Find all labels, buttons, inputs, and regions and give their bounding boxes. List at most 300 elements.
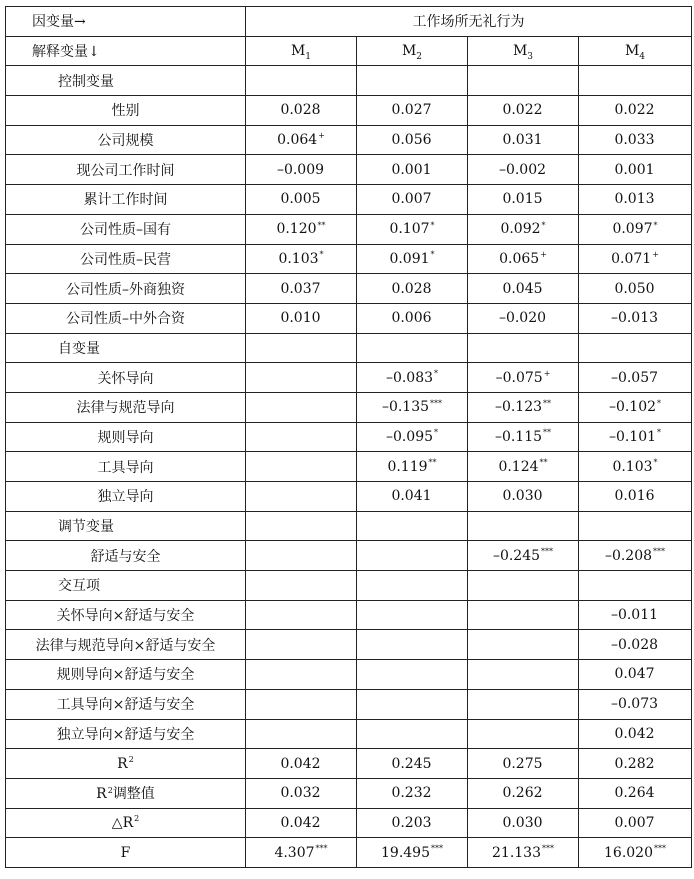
significance-marker: * (430, 220, 435, 230)
model-3-cell (468, 244, 579, 274)
table-row (6, 689, 692, 719)
coefficient-value: 0.120 (276, 221, 317, 238)
coefficient-value: 0.042 (280, 814, 321, 831)
table-row (6, 838, 692, 868)
table-row (6, 452, 692, 482)
model-2-cell (357, 244, 468, 274)
coefficient-value: 0.001 (614, 161, 655, 178)
model-4-cell (579, 630, 692, 660)
row-label-text: 公司性质–国有 (80, 222, 171, 239)
model-2-cell (357, 422, 468, 452)
coefficient-value: 0.001 (391, 161, 432, 178)
coefficient-value: 0.030 (502, 488, 543, 505)
table-row (6, 778, 692, 808)
model-2-cell (357, 333, 468, 363)
coefficient-value: 0.013 (614, 191, 655, 208)
model-3-cell (468, 96, 579, 126)
model-2-cell (357, 511, 468, 541)
model-header-4 (579, 36, 692, 66)
significance-marker: ** (428, 458, 437, 467)
dependent-variable-label: 因变量→ (6, 7, 246, 37)
model-1-cell (246, 719, 357, 749)
table-row (6, 125, 692, 155)
significance-marker: *** (653, 547, 666, 557)
model-3-cell (468, 214, 579, 244)
section-label (6, 511, 246, 541)
table-row (6, 808, 692, 838)
model-4-cell (579, 96, 692, 126)
model-2-cell (357, 719, 468, 749)
row-label-text: R (96, 786, 107, 803)
section-row (6, 333, 692, 363)
significance-marker: *** (542, 843, 554, 853)
model-2-cell (357, 808, 468, 838)
coefficient-value: –0.002 (498, 161, 547, 178)
coefficient-value: 0.042 (614, 725, 655, 742)
table-row (6, 630, 692, 660)
model-2-cell (357, 392, 468, 422)
model-2-cell (357, 274, 468, 304)
row-label-text: 交互项 (58, 578, 100, 595)
model-1-cell (246, 600, 357, 630)
row-label (6, 660, 246, 690)
model-1-cell (246, 125, 357, 155)
coefficient-value: –0.245 (492, 547, 541, 564)
coefficient-value: 0.027 (391, 102, 432, 119)
table-row (6, 214, 692, 244)
model-3-cell (468, 333, 579, 363)
coefficient-value: 0.005 (280, 191, 321, 208)
significance-marker: *** (430, 398, 443, 408)
significance-marker: + (540, 250, 547, 260)
model-4-cell (579, 808, 692, 838)
row-label-text: 公司性质–民营 (80, 251, 171, 268)
row-label-text: R (117, 755, 128, 772)
model-4-cell (579, 155, 692, 185)
model-1-cell (246, 66, 357, 96)
model-1-cell (246, 363, 357, 393)
coefficient-value: –0.208 (604, 547, 653, 564)
coefficient-value: 0.045 (502, 280, 543, 297)
row-label (6, 363, 246, 393)
model-3-cell (468, 719, 579, 749)
row-label-text: 舒适与安全 (90, 548, 161, 565)
regression-results-table (5, 6, 692, 868)
significance-marker: ** (543, 398, 552, 408)
coefficient-value: –0.115 (494, 428, 543, 445)
coefficient-value: 19.495 (381, 844, 430, 861)
model-1-cell (246, 96, 357, 126)
significance-marker: *** (431, 843, 443, 853)
table-row (6, 422, 692, 452)
row-label-text: 关怀导向 (97, 370, 154, 387)
table-row (6, 482, 692, 512)
model-3-cell (468, 511, 579, 541)
model-4-cell (579, 244, 692, 274)
model-1-cell (246, 660, 357, 690)
row-label-superscript: 2 (134, 814, 140, 824)
model-3-cell (468, 600, 579, 630)
coefficient-value: –0.102 (608, 399, 657, 416)
header-row-dependent (6, 7, 692, 37)
coefficient-value: 0.124 (498, 458, 539, 475)
model-3-cell (468, 274, 579, 304)
model-header-3 (468, 36, 579, 66)
significance-marker: * (657, 428, 662, 438)
coefficient-value: 0.264 (614, 785, 655, 802)
model-1-cell (246, 274, 357, 304)
model-3-cell (468, 630, 579, 660)
row-label-text: 规则导向×舒适与安全 (56, 667, 195, 684)
section-label (6, 571, 246, 601)
row-label-text: 公司规模 (97, 133, 154, 150)
table-row (6, 244, 692, 274)
row-label (6, 185, 246, 215)
model-4-cell (579, 571, 692, 601)
model-3-cell (468, 422, 579, 452)
model-1-cell (246, 482, 357, 512)
model-4-cell (579, 185, 692, 215)
significance-marker: * (434, 428, 439, 438)
model-3-cell (468, 660, 579, 690)
significance-marker: * (434, 368, 439, 378)
model-1-cell (246, 630, 357, 660)
model-subscript: 1 (305, 51, 312, 62)
row-label (6, 482, 246, 512)
significance-marker: *** (541, 547, 554, 557)
model-1-cell (246, 689, 357, 719)
model-3-cell (468, 392, 579, 422)
coefficient-value: 0.262 (502, 785, 543, 802)
coefficient-value: 0.065 (499, 250, 540, 267)
table-row (6, 600, 692, 630)
model-3-cell (468, 541, 579, 571)
model-3-cell (468, 452, 579, 482)
model-1-cell (246, 511, 357, 541)
table-row (6, 363, 692, 393)
model-3-cell (468, 363, 579, 393)
row-label-text: 法律与规范导向×舒适与安全 (35, 637, 216, 654)
table-body (6, 7, 692, 868)
significance-marker: * (541, 220, 546, 230)
coefficient-value: –0.075 (495, 369, 543, 386)
model-1-cell (246, 808, 357, 838)
model-4-cell (579, 511, 692, 541)
row-label-text: 独立导向 (97, 489, 154, 506)
coefficient-value: –0.073 (610, 696, 659, 713)
model-4-cell (579, 541, 692, 571)
model-3-cell (468, 125, 579, 155)
row-label (6, 155, 246, 185)
model-subscript: 3 (527, 51, 534, 62)
coefficient-value: –0.009 (276, 161, 325, 178)
table-row (6, 185, 692, 215)
table-row (6, 660, 692, 690)
model-4-cell (579, 125, 692, 155)
table-row (6, 749, 692, 779)
model-3-cell (468, 303, 579, 333)
model-2-cell (357, 778, 468, 808)
coefficient-value: 0.064 (277, 132, 318, 149)
model-subscript: 2 (416, 51, 423, 62)
model-3-cell (468, 482, 579, 512)
row-label-text: 公司性质–中外合资 (66, 311, 185, 328)
model-3-cell (468, 808, 579, 838)
row-label (6, 452, 246, 482)
section-label (6, 66, 246, 96)
coefficient-value: 0.015 (502, 191, 543, 208)
row-label-text: 工具导向 (97, 459, 154, 476)
row-label-text: 调节变量 (58, 519, 114, 536)
dependent-variable-value: 工作场所无礼行为 (246, 7, 692, 37)
model-2-cell (357, 155, 468, 185)
coefficient-value: 0.097 (612, 221, 653, 238)
model-2-cell (357, 749, 468, 779)
model-4-cell (579, 452, 692, 482)
model-1-cell (246, 392, 357, 422)
row-label (6, 689, 246, 719)
model-4-cell (579, 274, 692, 304)
coefficient-value: –0.095 (385, 428, 434, 445)
model-3-cell (468, 778, 579, 808)
model-3-cell (468, 571, 579, 601)
header-row-models (6, 36, 692, 66)
coefficient-value: –0.083 (385, 369, 434, 386)
coefficient-value: 0.028 (391, 280, 432, 297)
row-label-text: F (120, 844, 131, 861)
model-header-2 (357, 36, 468, 66)
row-label (6, 838, 246, 868)
model-4-cell (579, 303, 692, 333)
row-label (6, 422, 246, 452)
coefficient-value: –0.101 (608, 428, 657, 445)
coefficient-value: 0.092 (500, 221, 541, 238)
table-row (6, 274, 692, 304)
model-2-cell (357, 838, 468, 868)
coefficient-value: 0.032 (280, 785, 321, 802)
row-label-superscript: 2 (128, 754, 134, 764)
model-1-cell (246, 838, 357, 868)
model-4-cell (579, 660, 692, 690)
model-name: M (290, 43, 306, 60)
coefficient-value: 0.275 (502, 755, 543, 772)
model-4-cell (579, 66, 692, 96)
model-2-cell (357, 630, 468, 660)
model-4-cell (579, 749, 692, 779)
row-label-text: △R (111, 814, 134, 831)
model-subscript: 4 (639, 51, 646, 62)
model-3-cell (468, 155, 579, 185)
significance-marker: + (318, 131, 325, 141)
row-label-text: 自变量 (58, 340, 100, 357)
model-2-cell (357, 541, 468, 571)
model-2-cell (357, 600, 468, 630)
coefficient-value: 0.232 (391, 785, 432, 802)
significance-marker: ** (317, 220, 326, 230)
row-label (6, 125, 246, 155)
coefficient-value: 0.050 (614, 280, 655, 297)
row-label-text: 控制变量 (58, 73, 114, 90)
model-header-1 (246, 36, 357, 66)
coefficient-value: 0.022 (614, 102, 655, 119)
explanatory-variable-label: 解释变量↓ (6, 36, 246, 66)
coefficient-value: 0.030 (502, 814, 543, 831)
model-2-cell (357, 452, 468, 482)
coefficient-value: 0.245 (391, 755, 432, 772)
significance-marker: * (653, 458, 658, 467)
coefficient-value: –0.057 (610, 369, 659, 386)
model-2-cell (357, 571, 468, 601)
model-1-cell (246, 303, 357, 333)
row-label (6, 303, 246, 333)
model-2-cell (357, 689, 468, 719)
coefficient-value: 0.007 (391, 191, 432, 208)
coefficient-value: 0.031 (502, 132, 543, 149)
row-label (6, 392, 246, 422)
model-1-cell (246, 778, 357, 808)
significance-marker: *** (654, 843, 666, 853)
row-label (6, 214, 246, 244)
model-2-cell (357, 660, 468, 690)
model-4-cell (579, 689, 692, 719)
model-1-cell (246, 185, 357, 215)
coefficient-value: 0.103 (278, 250, 319, 267)
coefficient-value: 0.041 (391, 488, 432, 505)
row-label (6, 719, 246, 749)
coefficient-value: –0.011 (610, 607, 659, 624)
row-label-text: 现公司工作时间 (76, 162, 175, 179)
model-3-cell (468, 838, 579, 868)
model-4-cell (579, 600, 692, 630)
row-label (6, 600, 246, 630)
row-label-text: 规则导向 (97, 429, 154, 446)
row-label-text: 关怀导向×舒适与安全 (56, 608, 195, 625)
model-4-cell (579, 363, 692, 393)
significance-marker: * (430, 250, 435, 260)
significance-marker: * (657, 398, 662, 408)
model-3-cell (468, 66, 579, 96)
section-row (6, 571, 692, 601)
model-1-cell (246, 749, 357, 779)
model-2-cell (357, 66, 468, 96)
model-4-cell (579, 333, 692, 363)
significance-marker: * (653, 220, 658, 230)
model-3-cell (468, 689, 579, 719)
table-row (6, 541, 692, 571)
coefficient-value: 0.007 (614, 814, 655, 831)
coefficient-value: 16.020 (604, 844, 653, 861)
coefficient-value: 0.107 (389, 221, 430, 238)
coefficient-value: 0.042 (280, 755, 321, 772)
row-label-superscript: 2 (107, 785, 113, 795)
row-label-text: 性别 (111, 103, 140, 120)
coefficient-value: –0.135 (381, 399, 430, 416)
row-label (6, 630, 246, 660)
significance-marker: *** (315, 843, 328, 853)
row-label-text: 累计工作时间 (83, 192, 168, 209)
row-label (6, 808, 246, 838)
coefficient-value: –0.028 (610, 636, 659, 653)
model-4-cell (579, 778, 692, 808)
coefficient-value: –0.020 (498, 310, 547, 327)
coefficient-value: 0.028 (280, 102, 321, 119)
model-2-cell (357, 214, 468, 244)
table-row (6, 303, 692, 333)
model-1-cell (246, 422, 357, 452)
model-2-cell (357, 303, 468, 333)
coefficient-value: 0.047 (614, 666, 655, 683)
coefficient-value: 0.022 (502, 102, 543, 119)
row-label-text: 公司性质–外商独资 (66, 281, 185, 298)
row-label-text: 法律与规范导向 (76, 400, 175, 417)
model-1-cell (246, 214, 357, 244)
row-label-suffix: 调整值 (112, 786, 155, 803)
coefficient-value: 21.133 (492, 844, 541, 861)
coefficient-value: 4.307 (274, 844, 315, 861)
model-name: M (624, 43, 640, 60)
model-2-cell (357, 482, 468, 512)
table-row (6, 392, 692, 422)
coefficient-value: 0.071 (611, 250, 652, 267)
coefficient-value: 0.010 (280, 310, 321, 327)
row-label (6, 541, 246, 571)
model-2-cell (357, 185, 468, 215)
model-1-cell (246, 244, 357, 274)
model-2-cell (357, 125, 468, 155)
model-4-cell (579, 719, 692, 749)
coefficient-value: –0.013 (610, 310, 659, 327)
coefficient-value: 0.103 (612, 458, 653, 475)
model-4-cell (579, 482, 692, 512)
model-3-cell (468, 185, 579, 215)
coefficient-value: 0.033 (614, 132, 655, 149)
table-row (6, 719, 692, 749)
model-4-cell (579, 392, 692, 422)
section-row (6, 66, 692, 96)
model-4-cell (579, 214, 692, 244)
table-row (6, 96, 692, 126)
significance-marker: + (543, 368, 551, 378)
coefficient-value: –0.123 (494, 399, 543, 416)
model-name: M (512, 43, 528, 60)
model-4-cell (579, 422, 692, 452)
model-name: M (401, 43, 417, 60)
row-label-text: 独立导向×舒适与安全 (56, 726, 195, 743)
coefficient-value: 0.056 (391, 132, 432, 149)
coefficient-value: 0.016 (614, 488, 655, 505)
model-4-cell (579, 838, 692, 868)
coefficient-value: 0.006 (391, 310, 432, 327)
coefficient-value: 0.119 (387, 458, 428, 475)
row-label (6, 778, 246, 808)
model-2-cell (357, 96, 468, 126)
coefficient-value: 0.203 (391, 814, 432, 831)
model-3-cell (468, 749, 579, 779)
model-1-cell (246, 571, 357, 601)
model-1-cell (246, 452, 357, 482)
model-1-cell (246, 541, 357, 571)
significance-marker: * (319, 250, 324, 260)
table-row (6, 155, 692, 185)
significance-marker: ** (539, 458, 548, 467)
model-1-cell (246, 155, 357, 185)
model-1-cell (246, 333, 357, 363)
section-row (6, 511, 692, 541)
row-label (6, 96, 246, 126)
coefficient-value: 0.282 (614, 755, 655, 772)
significance-marker: ** (543, 428, 552, 438)
row-label (6, 274, 246, 304)
